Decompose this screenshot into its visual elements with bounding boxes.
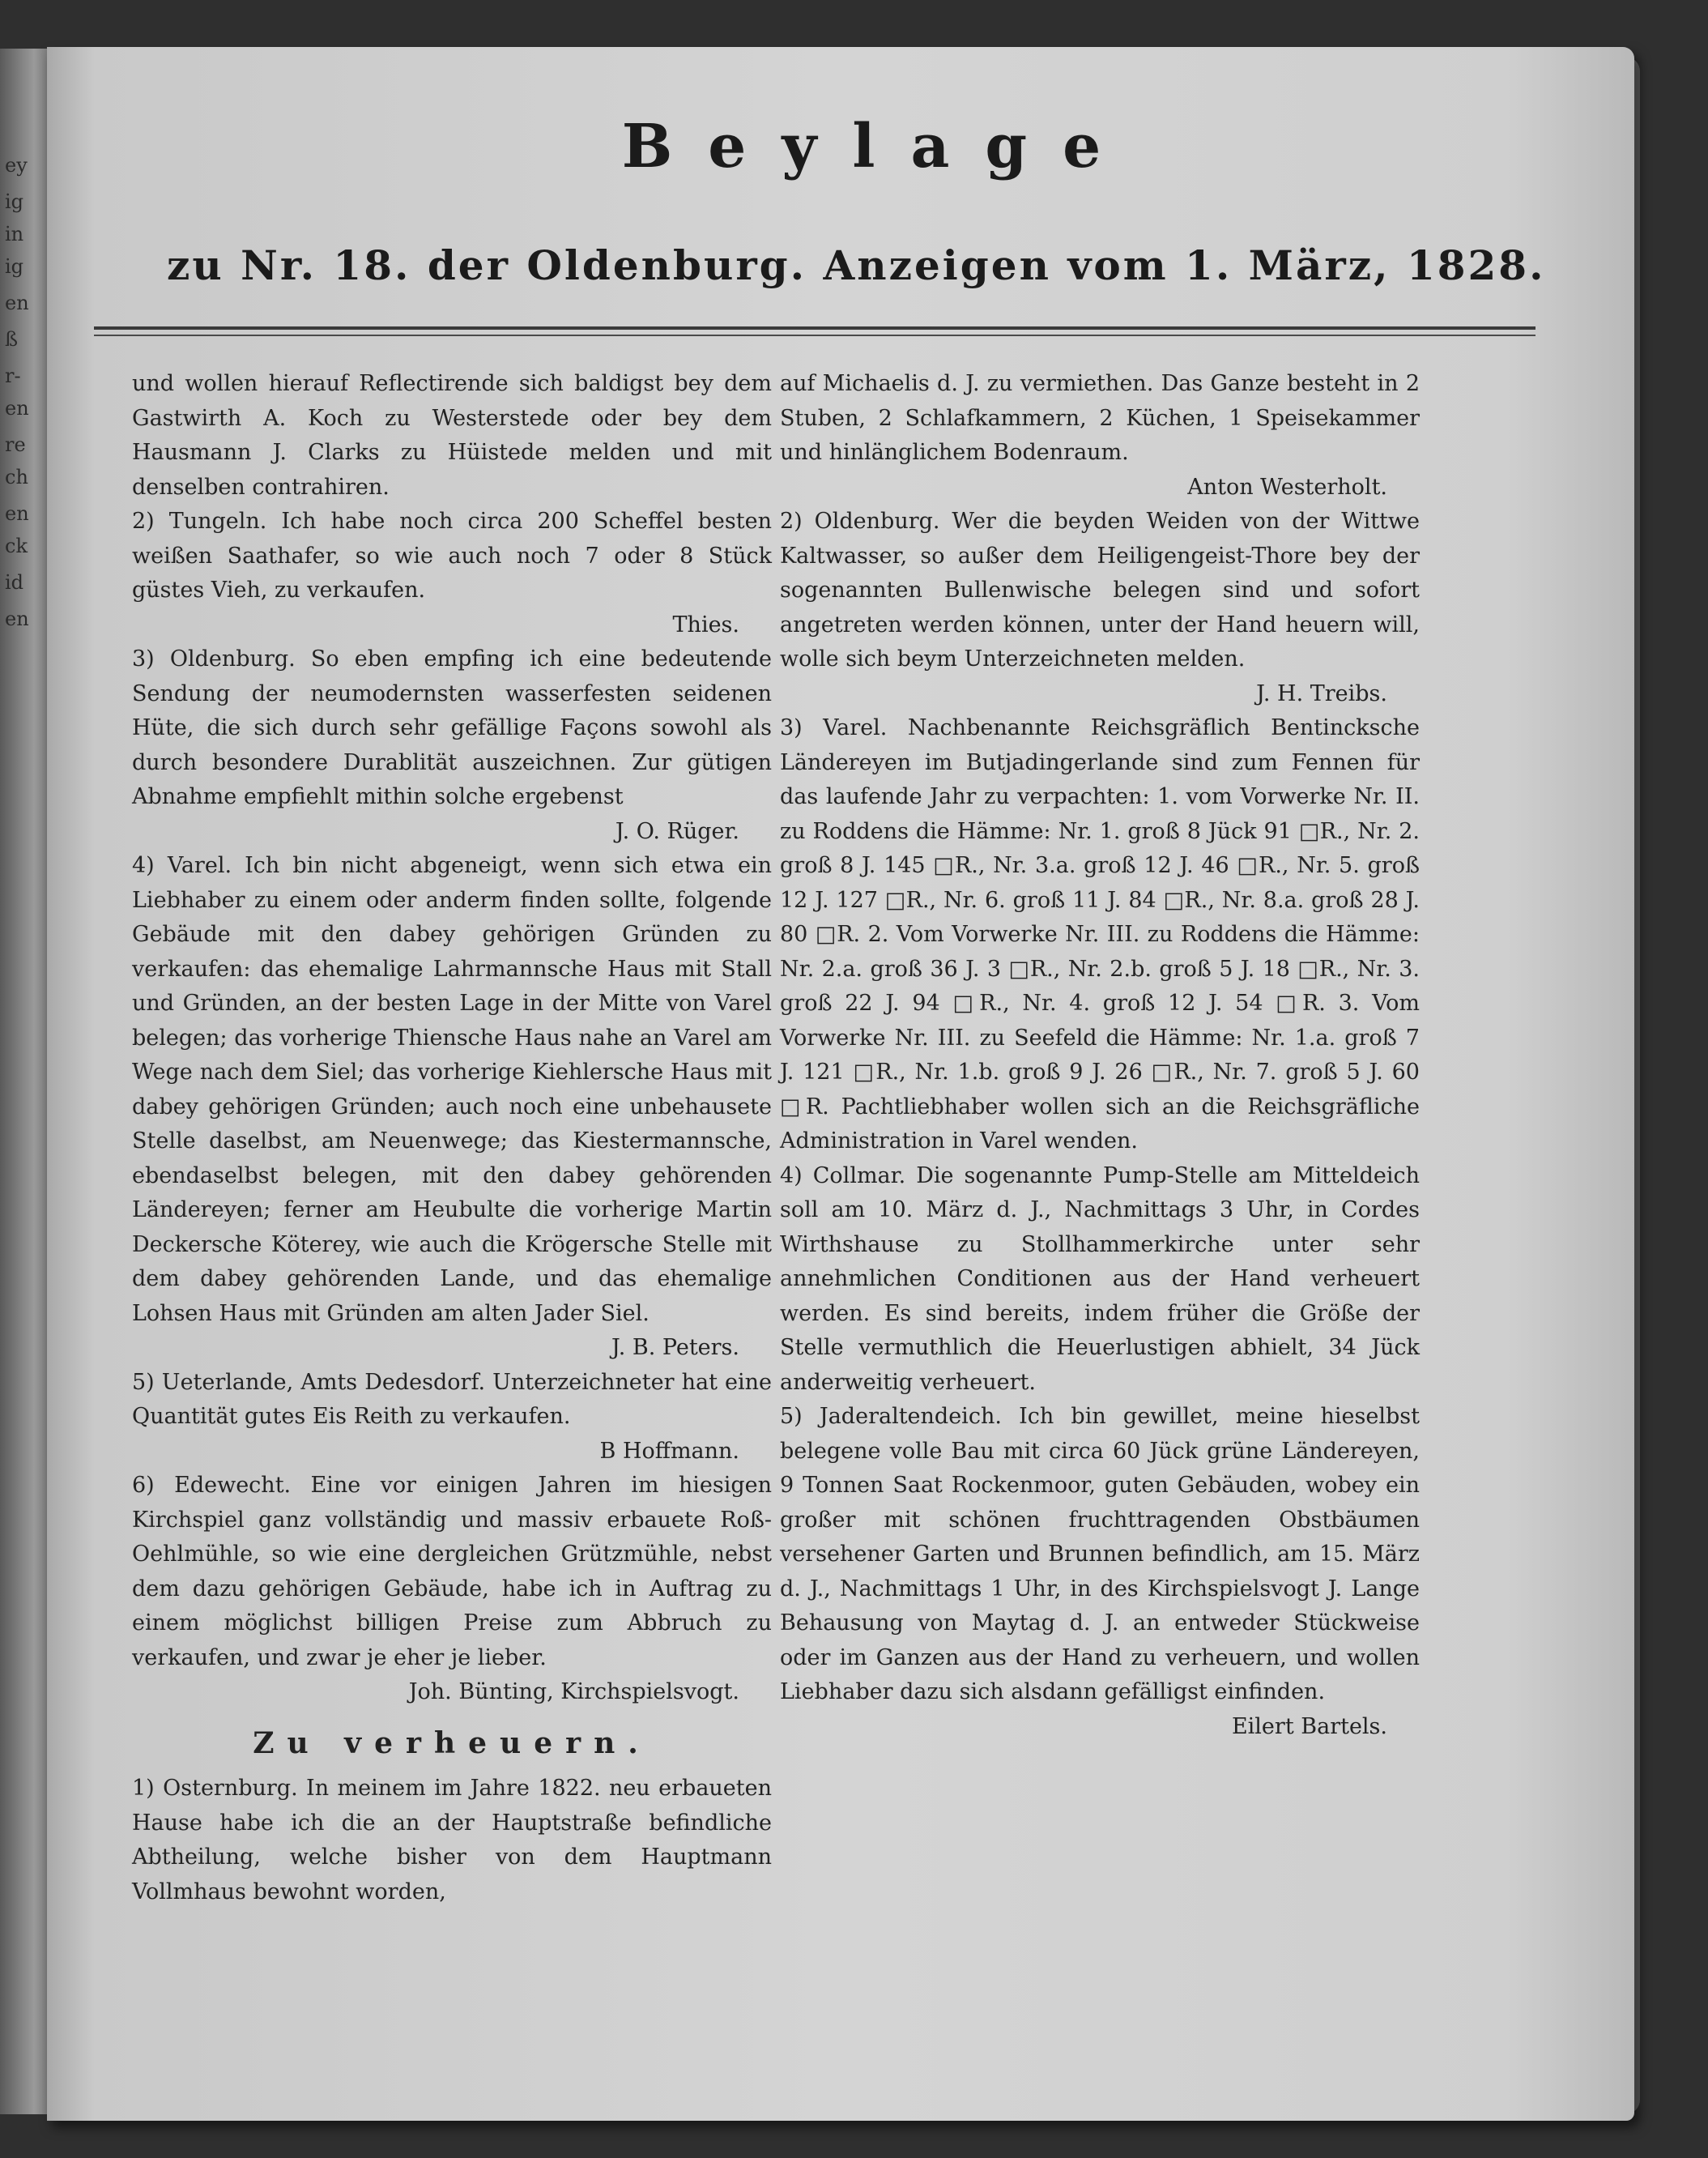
ad-signature: J. H. Treibs.	[1256, 680, 1387, 706]
ad-item-5: 5) Ueterlande, Amts Dedesdorf. Unterzeichneter hat eine Quantität gutes Eis Reith zu verkaufen.	[132, 1369, 772, 1429]
left-column	[132, 367, 772, 1909]
header-rule-thin	[94, 335, 1535, 336]
ad-signature: J. B. Peters.	[611, 1335, 739, 1360]
prev-page-fragment: ch	[5, 466, 28, 488]
supplement-title: Beylage	[621, 112, 1137, 181]
prev-page-fragment: ig	[5, 190, 24, 213]
rental-item-2: 2) Oldenburg. Wer die beyden Weiden von der Wittwe Kaltwasser, so außer dem Heiligengeist-Thore bey der sogenannten Bullenwische belegen sind und sofort angetreten werden können, unter der Hand heuern will, wolle sich beym Unterzeichneten melden.	[780, 509, 1420, 672]
prev-page-fragment: ck	[5, 535, 28, 557]
prev-page-fragment: en	[5, 397, 29, 420]
rental-item-5: 5) Jaderaltendeich. Ich bin gewillet, meine hieselbst belegene volle Bau mit circa 60 Jück grüne Ländereyen, 9 Tonnen Saat Rockenmoor, guten Gebäuden, wobey ein großer mit schönen fruchttragenden Obstbäumen versehener Garten und Brunnen befindlich, am 15. März d. J., Nachmittags 1 Uhr, in des Kirchspielsvogt J. Lange Behausung von Maytag d. J. an entweder Stückweise oder im Ganzen aus der Hand zu verheuern, und wollen Liebhaber dazu sich alsdann gefälligst einfinden.	[780, 1404, 1420, 1704]
ad-item-4: 4) Varel. Ich bin nicht abgeneigt, wenn sich etwa ein Liebhaber zu einem oder anderm finden sollte, folgende Gebäude mit den dabey gehörigen Gründen zu verkaufen: das ehemalige Lahrmannsche Haus mit Stall und Gründen, an der besten Lage in der Mitte von Varel belegen; das vorherige Thiensche Haus nahe an Varel am Wege nach dem Siel; das vorherige Kiehlersche Haus mit dabey gehörigen Gründen; auch noch eine unbehausete Stelle daselbst, am Neuenwege; das Kiestermannsche, ebendaselbst belegen, mit den dabey gehörenden Ländereyen; ferner am Heubulte die vorherige Martin Deckersche Köterey, wie auch die Krögersche Stelle mit dem dabey gehörenden Lande, und das ehemalige Lohsen Haus mit Gründen am alten Jader Siel.	[132, 853, 772, 1326]
prev-page-fragment: en	[5, 608, 29, 630]
prev-page-fragment: r-	[5, 365, 21, 387]
ad-signature: B Hoffmann.	[599, 1438, 739, 1464]
ad-signature: J. O. Rüger.	[615, 818, 739, 844]
rental-item-4: 4) Collmar. Die sogenannte Pump-Stelle am Mitteldeich soll am 10. März d. J., Nachmittags 3 Uhr, in Cordes Wirthshause zu Stollhammerkirche unter sehr annehmlichen Conditionen aus der Hand verheuert werden. Es sind bereits, indem früher die Größe der Stelle vermuthlich die Heuerlustigen abhielt, 34 Jück anderweitig verheuert.	[780, 1162, 1420, 1395]
prev-page-fragment: ig	[5, 255, 24, 278]
prev-page-fragment: re	[5, 433, 26, 456]
newspaper-page	[47, 47, 1634, 2121]
previous-page-edge	[0, 49, 49, 2114]
prev-page-fragment: ß	[5, 328, 19, 351]
rental-item-1: 1) Osternburg. In meinem im Jahre 1822. neu erbaueten Hause habe ich die an der Hauptstraße befindliche Abtheilung, welche bisher von dem Hauptmann Vollmhaus bewohnt worden,	[132, 1776, 772, 1904]
ad-item-6: 6) Edewecht. Eine vor einigen Jahren im hiesigen Kirchspiel ganz vollständig und massiv erbauete Roß-Oehlmühle, so wie eine dergleichen Grützmühle, nebst dem dazu gehörigen Gebäude, habe ich in Auftrag zu einem möglichst billigen Preise zum Abbruch zu verkaufen, und zwar je eher je lieber.	[132, 1473, 772, 1670]
section-heading: Zu verheuern.	[253, 1725, 651, 1760]
prev-page-fragment: en	[5, 502, 29, 525]
prev-page-fragment: en	[5, 292, 29, 314]
ad-signature: Eilert Bartels.	[1231, 1713, 1387, 1739]
prev-page-fragment: id	[5, 571, 24, 594]
prev-page-fragment: ey	[5, 154, 28, 177]
ad-signature: Anton Westerholt.	[1187, 474, 1387, 500]
continuation-paragraph: und wollen hierauf Reflectirende sich baldigst bey dem Gastwirth A. Koch zu Westerstede oder bey dem Hausmann J. Clarks zu Hüistede melden und mit denselben contrahiren.	[132, 371, 772, 500]
right-column	[780, 367, 1420, 1744]
ad-signature: Thies.	[672, 612, 739, 638]
prev-page-fragment: in	[5, 223, 24, 245]
masthead	[47, 112, 1634, 181]
issue-line: zu Nr. 18. der Oldenburg. Anzeigen vom 1. März, 1828.	[167, 241, 1546, 289]
ad-item-3: 3) Oldenburg. So eben empfing ich eine bedeutende Sendung der neumodernsten wasserfesten seidenen Hüte, die sich durch sehr gefällige Façons sowohl als durch besondere Durablität auszeichnen. Zur gütigen Abnahme empfiehlt mithin solche ergebenst	[132, 646, 772, 809]
ad-signature: Joh. Bünting, Kirchspielsvogt.	[408, 1679, 739, 1704]
ad-item-2: 2) Tungeln. Ich habe noch circa 200 Scheffel besten weißen Saathafer, so wie auch noch 7 oder 8 Stück güstes Vieh, zu verkaufen.	[132, 509, 772, 603]
header-rule	[94, 326, 1535, 330]
rental-item-1-continued: auf Michaelis d. J. zu vermiethen. Das Ganze besteht in 2 Stuben, 2 Schlafkammern, 2 Küchen, 1 Speisekammer und hinlänglichem Bodenraum.	[780, 371, 1420, 465]
rental-item-3: 3) Varel. Nachbenannte Reichsgräflich Bentincksche Ländereyen im Butjadingerlande sind zum Fennen für das laufende Jahr zu verpachten: 1. vom Vorwerke Nr. II. zu Roddens die Hämme: Nr. 1. groß 8 Jück 91 □R., Nr. 2. groß 8 J. 145 □R., Nr. 3.a. groß 12 J. 46 □R., Nr. 5. groß 12 J. 127 □R., Nr. 6. groß 11 J. 84 □R., Nr. 8.a. groß 28 J. 80 □R. 2. Vom Vorwerke Nr. III. zu Roddens die Hämme: Nr. 2.a. groß 36 J. 3 □R., Nr. 2.b. groß 5 J. 18 □R., Nr. 3. groß 22 J. 94 □R., Nr. 4. groß 12 J. 54 □R. 3. Vom Vorwerke Nr. III. zu Seefeld die Hämme: Nr. 1.a. groß 7 J. 121 □R., Nr. 1.b. groß 9 J. 26 □R., Nr. 7. groß 5 J. 60 □R. Pachtliebhaber wollen sich an die Reichsgräfliche Administration in Varel wenden.	[780, 715, 1420, 1154]
